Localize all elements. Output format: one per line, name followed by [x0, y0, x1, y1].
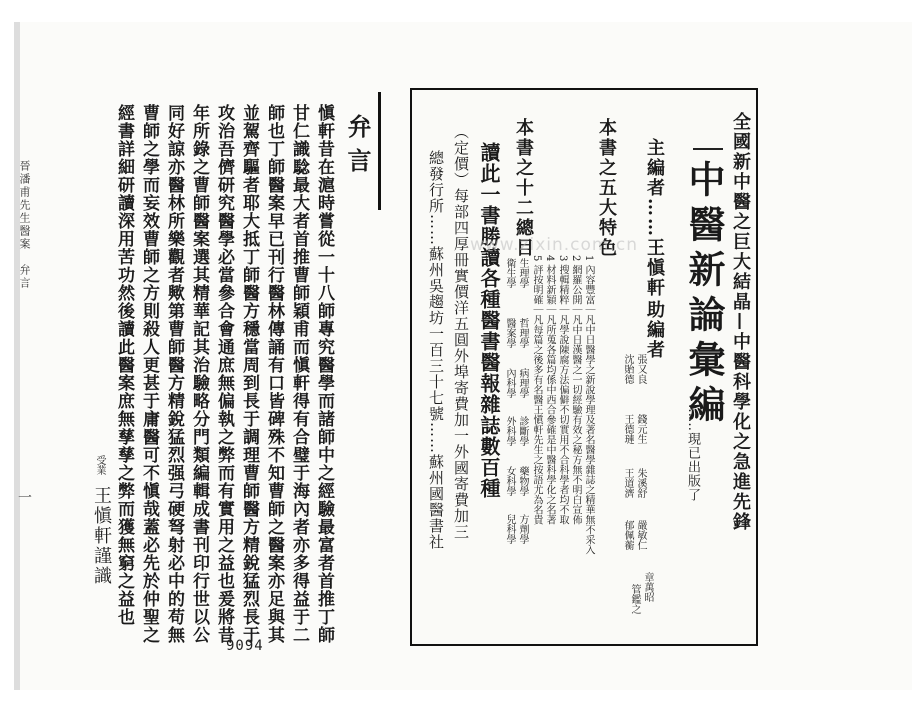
publication-status: ……現已出版了	[685, 404, 700, 502]
chief-editor: 主編者……王愼軒	[644, 138, 665, 298]
preface-title: 弁言	[343, 114, 372, 182]
preface-column-5: 攻治吾儕研究醫學必當參合會通庶無偏執之弊而有實用之益也爰將昔	[214, 104, 234, 644]
preface-column-3: 師也丁師醫案早已刊行醫林傳誦有口皆碑殊不知曹師之醫案亦足與其	[264, 104, 284, 644]
feature-item: 4 材料新穎｜凡所蒐各篇均係中西合參確是中醫科學化之名著	[544, 255, 555, 525]
watermark: www.zixin.com.cn	[470, 235, 638, 255]
category-item: 藥物學	[517, 466, 528, 496]
preface-column-4: 並駕齊驅者耶大抵丁師醫方穩當周到長于調理曹師醫方精銳猛烈長于	[239, 104, 259, 644]
signature-prefix: 受業	[94, 455, 105, 475]
preface-column-6: 年所錄之曹師醫案選其精華記其治驗略分門類編輯成書刊印行世以公	[189, 104, 209, 644]
feature-item: 5 評按明確｜凡每篇之後多有名醫王愼軒先生之按語尤為名貴	[531, 255, 542, 525]
assistant-name: 沈貽德	[622, 354, 633, 384]
title-rule	[378, 92, 381, 210]
page-number: 一	[16, 490, 32, 506]
categories-heading: 本書之十二總目	[513, 118, 534, 258]
preface-column-7: 同好諒亦醫林所樂觀者歟第曹師醫方精銳猛烈强弓硬弩射必中的苟無	[164, 104, 184, 644]
category-item: 衛生學	[504, 258, 515, 288]
assistant-name: 嚴敏仁	[635, 520, 646, 550]
price-line: （定價）每部四厚冊實價洋五圓外埠寄費加一外國寄費加三	[452, 124, 470, 540]
category-item: 內科學	[504, 368, 515, 398]
assistant-name: 王道濟	[622, 468, 633, 498]
category-item: 哲理學	[517, 318, 528, 348]
preface-column-2: 甘仁識騐最大者首推曹師穎甫而愼軒得有合璧于海內者亦多得益于二	[289, 104, 309, 644]
feature-item: 1 內容豐富｜凡中日醫學之新說學理及著名醫學雜誌之精華無不采入	[583, 255, 594, 555]
assistant-name: 張又良	[635, 354, 646, 384]
book-title: 中醫新論彙編	[682, 160, 726, 430]
signature-name: 王愼軒謹識	[91, 486, 112, 586]
category-item: 醫案學	[504, 318, 515, 348]
feature-item: 3 搜輯精粹｜凡學說陳腐方法偏僻不切實用不合科學者均不取	[557, 255, 568, 525]
scan-edge	[14, 22, 20, 690]
assistant-name: 管鑑之	[629, 584, 640, 614]
assistant-name: 王德璉	[622, 414, 633, 444]
assistant-name: 郁佩蘅	[622, 520, 633, 550]
category-item: 診斷學	[517, 416, 528, 446]
ad-headline: 讀此一書勝讀各種醫書醫報雜誌數百種	[477, 142, 501, 499]
title-bracket-top	[693, 148, 723, 152]
ad-top-line: 全國新中醫之巨大結晶—中醫科學化之急進先鋒	[730, 112, 751, 532]
preface-column-1: 愼軒昔在滬時嘗從一十八師專究醫學而諸師中之經驗最富者首推丁師	[314, 104, 334, 644]
distributor-line: 總發行所……蘇州吳趨坊一百三十七號……蘇州國醫書社	[427, 150, 445, 550]
page-stamp-number: 9094	[226, 638, 264, 654]
running-title: 晉潘甫先生醫案 弁言	[18, 160, 31, 290]
category-item: 方劑學	[517, 514, 528, 544]
category-item: 生理學	[517, 258, 528, 288]
preface-column-8: 曹師之學而妄效曹師之方則殺人更甚于庸醫可不愼哉蓋必先於仲聖之	[139, 104, 159, 644]
category-item: 病理學	[517, 368, 528, 398]
assistant-name: 章萬昭	[642, 572, 653, 602]
category-item: 兒科學	[504, 514, 515, 544]
category-item: 女科學	[504, 466, 515, 496]
assistant-editors-label: 助編者	[644, 300, 665, 360]
assistant-name: 朱溪舒	[635, 468, 646, 498]
assistant-name: 錢元生	[635, 414, 646, 444]
preface-column-9: 經書詳細研讀深用苦功然後讀此醫案庶無孳孳之弊而獲無窮之益也	[114, 104, 134, 626]
feature-item: 2 網羅公開｜凡中日漢醫之一切經驗有效之秘方無不明白宣佈	[570, 255, 581, 525]
category-item: 外科學	[504, 416, 515, 446]
features-heading: 本書之五大特色	[596, 118, 617, 258]
